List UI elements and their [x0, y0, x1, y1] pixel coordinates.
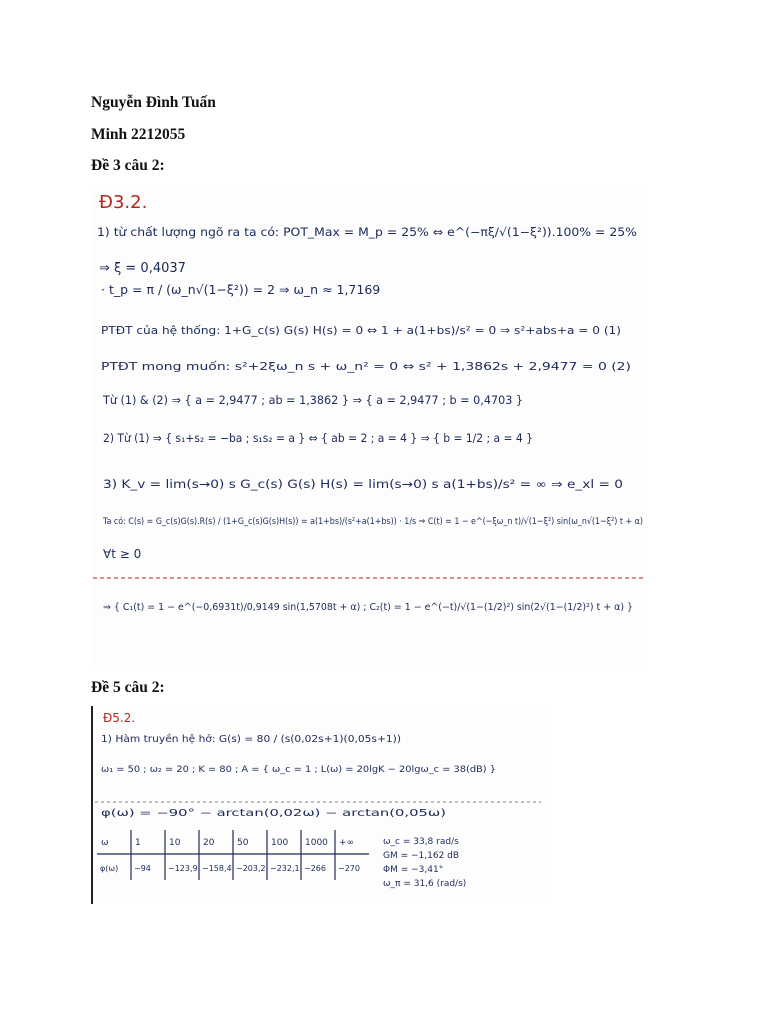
- handwritten-solution-scan-de5: [91, 706, 546, 904]
- scan-2-line-2: ω₁ = 50 ; ω₂ = 20 ; K = 80 ; A = { ω_c = 1 ; L(ω) = 20lgK − 20lgω_c = 38(dB) }: [101, 765, 497, 775]
- table-value-cell: −94: [134, 864, 151, 873]
- table-header-cell: +∞: [339, 838, 355, 848]
- table-header-cell: 20: [203, 838, 215, 848]
- section-heading-de5: Đề 5 câu 2:: [91, 679, 165, 696]
- table-value-cell: −158,4: [202, 864, 232, 873]
- student-id: Minh 2212055: [91, 126, 186, 143]
- table-header-cell: 1: [135, 838, 141, 848]
- scan-1-title: Đ3.2.: [99, 192, 148, 213]
- section-heading-de3: Đề 3 câu 2:: [91, 157, 165, 174]
- table-header-cell: 50: [237, 838, 249, 848]
- student-name: Nguyễn Đình Tuấn: [91, 94, 216, 111]
- table-value-cell: −203,2: [236, 864, 266, 873]
- table-value-cell: −270: [338, 864, 360, 873]
- scan-1-line-7: 2) Từ (1) ⇒ { s₁+s₂ = −ba ; s₁s₂ = a } ⇔ { ab = 2 ; a = 4 } ⇒ { b = 1/2 ; a = 4 }: [103, 431, 533, 445]
- table-header-cell: ω: [101, 838, 109, 848]
- scan-1-line-11: ⇒ { C₁(t) = 1 − e^(−0,6931t)/0,9149 sin(1,5708t + α) ; C₂(t) = 1 − e^(−t)/√(1−(1/2)²) sin(2√(1−(1/2)²) t + α) }: [103, 602, 633, 613]
- scan-1-line-9: Ta có: C(s) = G_c(s)G(s).R(s) / (1+G_c(s)G(s)H(s)) = a(1+bs)/(s²+a(1+bs)) · 1/s ⇒ C(t) = 1 − e^(−ξω_n t)/√(1−ξ²) sin(ω_n√(1−ξ²) t + α): [103, 517, 717, 527]
- table-header-cell: 10: [169, 838, 181, 848]
- scan-1-line-6: Từ (1) & (2) ⇒ { a = 2,9477 ; ab = 1,3862 } ⇒ { a = 2,9477 ; b = 0,4703 }: [102, 393, 523, 407]
- result-line: ω_π = 31,6 (rad/s): [383, 879, 467, 889]
- scan-1-line-2: ⇒ ξ = 0,4037: [99, 261, 186, 276]
- table-value-cell: −123,9: [168, 864, 198, 873]
- result-line: GM = −1,162 dB: [383, 851, 460, 861]
- phase-table: [97, 830, 369, 880]
- handwritten-solution-scan-de3: [91, 186, 717, 666]
- table-value-cell: −232,1: [270, 864, 300, 873]
- scan-2-line-1: 1) Hàm truyền hệ hở: G(s) = 80 / (s(0,02s+1)(0,05s+1)): [101, 734, 401, 745]
- table-value-cell: φ(ω): [100, 864, 119, 873]
- results-group: [383, 837, 466, 889]
- scan-1-line-3: · t_p = π / (ω_n√(1−ξ²)) = 2 ⇒ ω_n ≈ 1,7169: [101, 282, 381, 297]
- scan-1-line-4: PTĐT của hệ thống: 1+G_c(s) G(s) H(s) = 0 ⇔ 1 + a(1+bs)/s² = 0 ⇒ s²+abs+a = 0 (1): [101, 324, 621, 337]
- table-header-cell: 100: [271, 838, 289, 848]
- result-line: ω_c = 33,8 rad/s: [383, 837, 459, 847]
- result-line: ΦM = −3,41°: [383, 865, 444, 875]
- scan-2-line-3: φ(ω) = −90° − arctan(0,02ω) − arctan(0,05ω): [101, 808, 446, 819]
- scan-1-line-5: PTĐT mong muốn: s²+2ξω_n s + ω_n² = 0 ⇔ s² + 1,3862s + 2,9477 = 0 (2): [101, 360, 631, 373]
- scan-1-line-8: 3) K_v = lim(s→0) s G_c(s) G(s) H(s) = lim(s→0) s a(1+bs)/s² = ∞ ⇒ e_xl = 0: [103, 477, 623, 491]
- scan-2-title: Đ5.2.: [103, 711, 136, 725]
- scan-1-line-10: ∀t ≥ 0: [103, 547, 142, 561]
- table-value-cell: −266: [304, 864, 326, 873]
- scan-1-line-1: 1) từ chất lượng ngõ ra ta có: POT_Max = M_p = 25% ⇔ e^(−πξ/√(1−ξ²)).100% = 25%: [97, 225, 638, 239]
- table-header-cell: 1000: [305, 838, 328, 848]
